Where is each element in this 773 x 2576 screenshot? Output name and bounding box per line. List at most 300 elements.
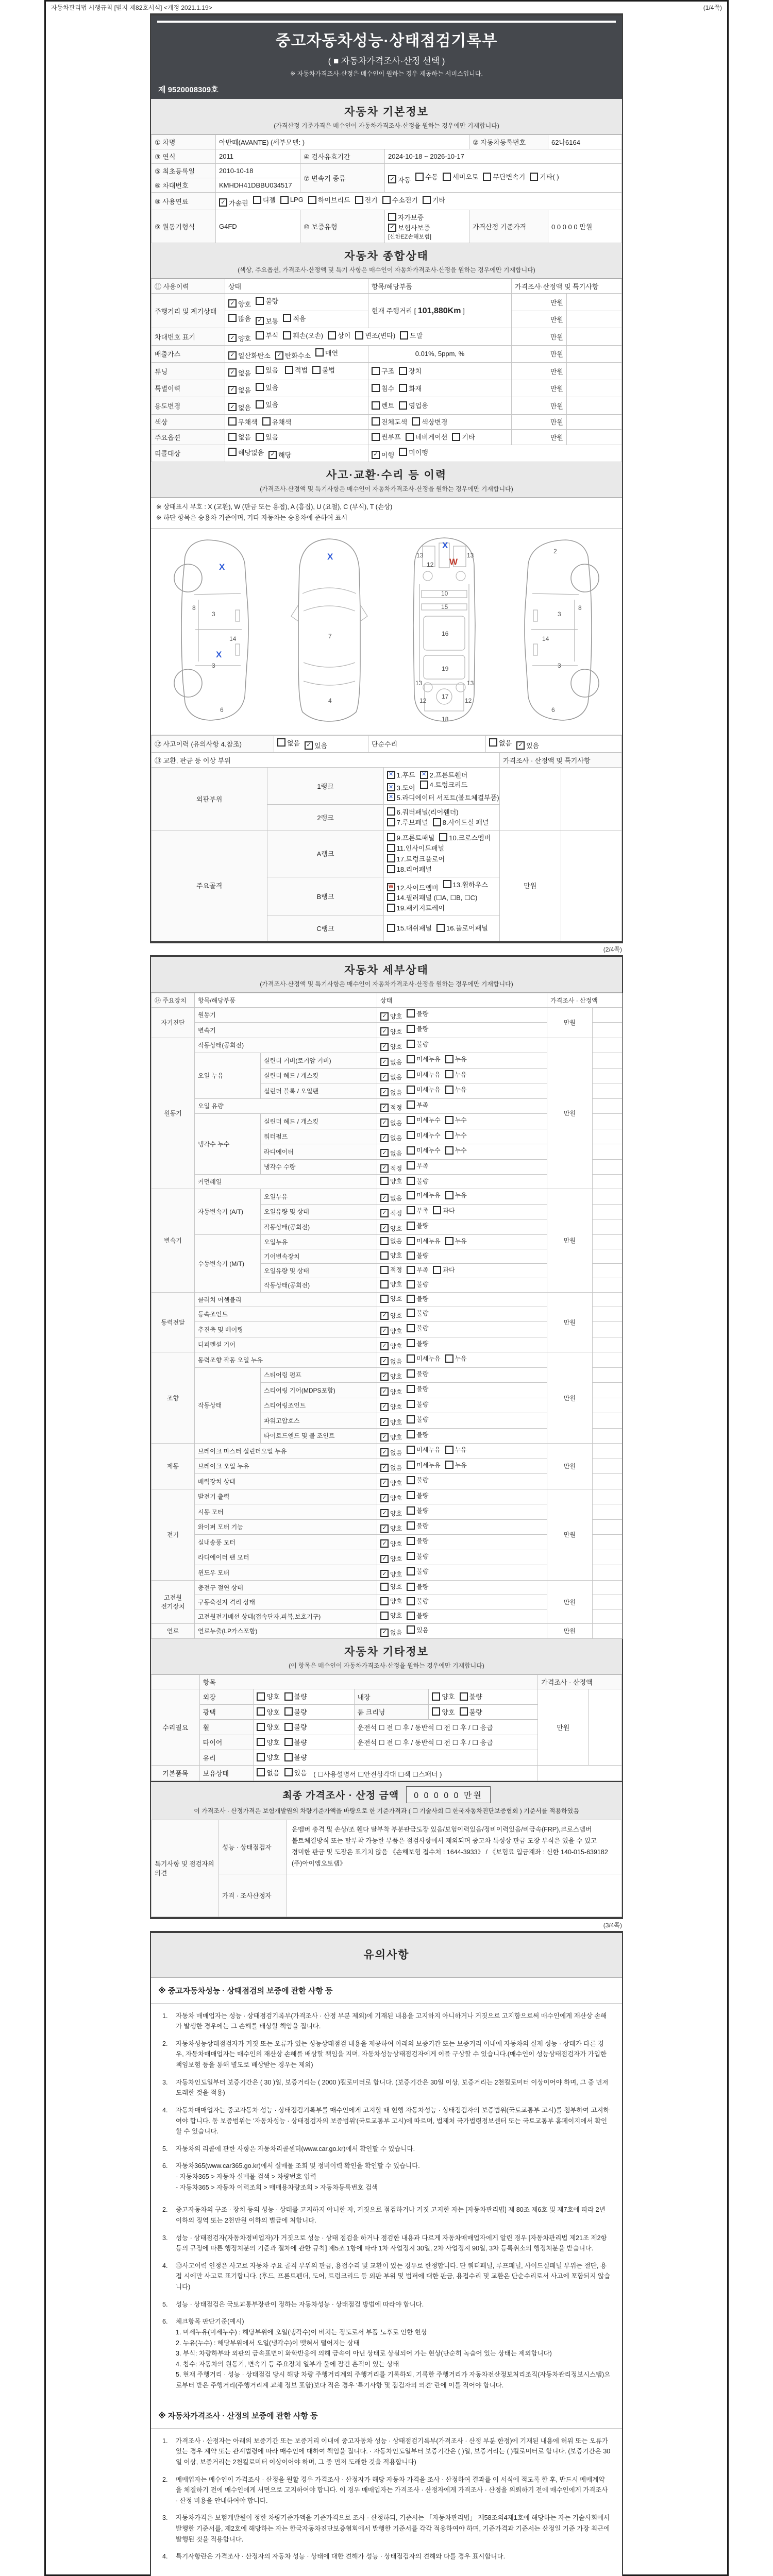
unchecked-checkbox-icon[interactable] [315, 348, 324, 357]
checkbox-option[interactable] [228, 350, 271, 360]
unchecked-checkbox-icon[interactable] [387, 904, 395, 912]
unchecked-checkbox-icon[interactable] [407, 1567, 415, 1575]
checkbox-option[interactable] [387, 833, 435, 842]
checked-checkbox-icon[interactable]: ✓ [380, 1539, 389, 1548]
unchecked-checkbox-icon[interactable] [407, 1324, 415, 1332]
checkbox-option[interactable] [380, 1524, 402, 1533]
unchecked-checkbox-icon[interactable] [355, 196, 363, 204]
unchecked-checkbox-icon[interactable] [380, 1237, 389, 1245]
checkbox-option[interactable] [284, 1752, 307, 1762]
checkbox-option[interactable] [380, 1611, 402, 1620]
checkbox-option[interactable] [315, 348, 338, 358]
checkbox-option[interactable] [406, 432, 448, 442]
checkbox-option[interactable] [380, 1027, 402, 1036]
unchecked-checkbox-icon[interactable] [407, 1177, 415, 1185]
checkbox-option[interactable] [407, 1400, 428, 1409]
checkbox-option[interactable] [399, 366, 422, 376]
unchecked-checkbox-icon[interactable] [443, 173, 451, 181]
checkbox-option[interactable] [380, 1372, 402, 1381]
checkbox-option[interactable] [415, 172, 438, 181]
unchecked-checkbox-icon[interactable] [407, 1309, 415, 1317]
checkbox-option[interactable] [399, 400, 428, 410]
checked-checkbox-icon[interactable]: ✓ [228, 299, 237, 308]
unchecked-checkbox-icon[interactable] [433, 1266, 441, 1274]
checkbox-option[interactable] [407, 1552, 428, 1561]
unchecked-checkbox-icon[interactable] [407, 1339, 415, 1347]
unchecked-checkbox-icon[interactable] [530, 173, 538, 181]
unchecked-checkbox-icon[interactable] [407, 1206, 415, 1214]
unchecked-checkbox-icon[interactable] [312, 366, 321, 374]
checkbox-option[interactable] [284, 1768, 307, 1777]
checkbox-option[interactable] [380, 1582, 402, 1591]
checkbox-option[interactable] [407, 1354, 440, 1363]
unchecked-checkbox-icon[interactable] [407, 1415, 415, 1423]
checkbox-option[interactable] [372, 383, 394, 393]
unchecked-checkbox-icon[interactable] [407, 1625, 415, 1634]
checked-checkbox-icon[interactable]: ✓ [380, 1403, 389, 1411]
unchecked-checkbox-icon[interactable] [256, 400, 264, 409]
checkbox-option[interactable] [387, 807, 459, 817]
unchecked-checkbox-icon[interactable] [407, 1369, 415, 1378]
checkbox-option[interactable] [445, 1461, 467, 1469]
unchecked-checkbox-icon[interactable] [372, 417, 380, 426]
checkbox-option[interactable] [380, 1463, 402, 1472]
unchecked-checkbox-icon[interactable] [452, 433, 460, 441]
unchecked-checkbox-icon[interactable] [432, 1692, 440, 1701]
unchecked-checkbox-icon[interactable] [407, 1597, 415, 1605]
checkbox-option[interactable] [380, 1597, 402, 1605]
checked-checkbox-icon[interactable]: ✓ [256, 317, 264, 325]
checkbox-option[interactable] [387, 817, 428, 827]
unchecked-checkbox-icon[interactable] [387, 844, 395, 852]
checked-checkbox-icon[interactable]: ✓ [380, 1073, 389, 1081]
checkbox-option[interactable] [433, 1265, 455, 1274]
checkbox-option[interactable] [380, 1103, 402, 1112]
checkbox-option[interactable] [380, 1265, 402, 1274]
checkbox-option[interactable] [380, 1402, 402, 1411]
checked-checkbox-icon[interactable]: ✓ [228, 351, 237, 360]
unchecked-checkbox-icon[interactable] [400, 331, 408, 340]
unchecked-checkbox-icon[interactable] [407, 1146, 415, 1155]
unchecked-checkbox-icon[interactable] [380, 1612, 389, 1620]
checkbox-option[interactable] [443, 879, 488, 889]
checkbox-option[interactable] [407, 1625, 428, 1634]
unchecked-checkbox-icon[interactable] [489, 738, 497, 747]
unchecked-checkbox-icon[interactable] [407, 1446, 415, 1454]
unchecked-checkbox-icon[interactable] [445, 1070, 453, 1078]
checkbox-option[interactable] [407, 1294, 428, 1303]
checkbox-option[interactable] [407, 1009, 428, 1018]
unchecked-checkbox-icon[interactable] [256, 366, 264, 374]
unchecked-checkbox-icon[interactable] [380, 1583, 389, 1591]
checkbox-option[interactable] [257, 1752, 279, 1762]
unchecked-checkbox-icon[interactable] [407, 1266, 415, 1274]
checkbox-option[interactable] [407, 1536, 428, 1545]
checked-checkbox-icon[interactable]: ✓ [380, 1629, 389, 1637]
checkbox-option[interactable] [380, 1012, 402, 1021]
checkbox-option[interactable] [452, 432, 475, 442]
unchecked-checkbox-icon[interactable] [256, 297, 264, 305]
unchecked-checkbox-icon[interactable] [407, 1040, 415, 1048]
checkbox-option[interactable] [445, 1055, 467, 1063]
checked-checkbox-icon[interactable]: ✓ [380, 1149, 389, 1157]
checked-checkbox-icon[interactable]: ✓ [380, 1418, 389, 1426]
unchecked-checkbox-icon[interactable] [380, 1597, 389, 1605]
checked-checkbox-icon[interactable]: ✓ [380, 1224, 389, 1232]
unchecked-checkbox-icon[interactable] [460, 1692, 468, 1701]
checkbox-option[interactable] [387, 903, 445, 912]
checkbox-option[interactable] [407, 1024, 428, 1033]
unchecked-checkbox-icon[interactable] [445, 1461, 453, 1469]
unchecked-checkbox-icon[interactable] [228, 314, 237, 322]
checked-checkbox-icon[interactable]: ✓ [228, 334, 237, 342]
checked-checkbox-icon[interactable]: ✓ [380, 1494, 389, 1502]
checkbox-option[interactable] [400, 330, 423, 340]
unchecked-checkbox-icon[interactable] [380, 1251, 389, 1260]
checkbox-option[interactable] [460, 1691, 482, 1701]
checkbox-option[interactable] [387, 843, 444, 853]
unchecked-checkbox-icon[interactable] [407, 1552, 415, 1560]
unchecked-checkbox-icon[interactable] [328, 331, 336, 340]
checkbox-option[interactable] [284, 1707, 307, 1717]
checkbox-option[interactable] [380, 1236, 402, 1245]
checkbox-option[interactable] [407, 1430, 428, 1439]
unchecked-checkbox-icon[interactable] [407, 1430, 415, 1438]
checkbox-option[interactable] [407, 1040, 428, 1048]
checkbox-option[interactable] [284, 1737, 307, 1747]
checkbox-option[interactable] [407, 1236, 440, 1245]
unchecked-checkbox-icon[interactable] [387, 818, 395, 826]
unchecked-checkbox-icon[interactable] [382, 196, 391, 204]
unchecked-checkbox-icon[interactable] [257, 1723, 265, 1731]
checkbox-option[interactable] [387, 770, 415, 779]
checkbox-option[interactable] [388, 223, 430, 232]
checkbox-option[interactable] [407, 1369, 428, 1378]
checkbox-option[interactable] [407, 1070, 440, 1079]
checkbox-option[interactable] [407, 1339, 428, 1348]
checkbox-option[interactable] [420, 770, 468, 779]
unchecked-checkbox-icon[interactable] [407, 1131, 415, 1139]
checkbox-option[interactable] [256, 316, 278, 326]
checked-checkbox-icon[interactable]: ✓ [380, 1104, 389, 1112]
marked-checkbox-icon[interactable]: ✕ [387, 793, 395, 801]
checkbox-option[interactable] [256, 365, 278, 375]
unchecked-checkbox-icon[interactable] [407, 1521, 415, 1530]
checked-checkbox-icon[interactable]: ✓ [380, 1524, 389, 1533]
marked-checkbox-icon[interactable]: ✕ [420, 771, 428, 779]
unchecked-checkbox-icon[interactable] [445, 1086, 453, 1094]
checkbox-option[interactable] [380, 1570, 402, 1579]
checkbox-option[interactable] [436, 923, 488, 933]
checkbox-option[interactable] [380, 1224, 402, 1233]
checkbox-option[interactable] [387, 892, 478, 902]
checked-checkbox-icon[interactable]: ✓ [228, 403, 237, 411]
unchecked-checkbox-icon[interactable] [387, 854, 395, 862]
unchecked-checkbox-icon[interactable] [277, 738, 285, 747]
checkbox-option[interactable] [280, 196, 304, 204]
unchecked-checkbox-icon[interactable] [412, 417, 420, 426]
checkbox-option[interactable] [380, 1058, 402, 1066]
checkbox-option[interactable] [380, 1177, 402, 1185]
checkbox-option[interactable] [445, 1146, 467, 1155]
checked-checkbox-icon[interactable]: ✓ [228, 386, 237, 394]
checkbox-option[interactable] [380, 1448, 402, 1457]
checkbox-option[interactable] [228, 299, 251, 309]
checkbox-option[interactable] [228, 385, 251, 395]
checkbox-option[interactable] [445, 1070, 467, 1079]
checkbox-option[interactable] [355, 330, 395, 340]
unchecked-checkbox-icon[interactable] [407, 1009, 415, 1018]
unchecked-checkbox-icon[interactable] [436, 924, 445, 932]
unchecked-checkbox-icon[interactable] [256, 383, 264, 391]
checkbox-option[interactable] [433, 1206, 455, 1215]
checkbox-option[interactable] [380, 1042, 402, 1051]
checked-checkbox-icon[interactable]: ✓ [380, 1342, 389, 1350]
unchecked-checkbox-icon[interactable] [372, 401, 380, 410]
checkbox-option[interactable] [372, 417, 407, 427]
checkbox-option[interactable] [380, 1251, 402, 1260]
checkbox-option[interactable] [284, 1691, 307, 1701]
checkbox-option[interactable] [407, 1100, 428, 1109]
unchecked-checkbox-icon[interactable] [257, 1738, 265, 1746]
checkbox-option[interactable] [433, 817, 489, 827]
checkbox-option[interactable] [380, 1118, 402, 1127]
checkbox-option[interactable] [380, 1294, 402, 1303]
unchecked-checkbox-icon[interactable] [228, 448, 237, 456]
checkbox-option[interactable] [407, 1445, 440, 1454]
unchecked-checkbox-icon[interactable] [407, 1116, 415, 1124]
checked-checkbox-icon[interactable]: ✓ [380, 1555, 389, 1563]
unchecked-checkbox-icon[interactable] [372, 433, 380, 441]
unchecked-checkbox-icon[interactable] [407, 1612, 415, 1620]
unchecked-checkbox-icon[interactable] [443, 880, 451, 888]
checked-checkbox-icon[interactable]: ✓ [380, 1027, 389, 1036]
checkbox-option[interactable] [380, 1554, 402, 1563]
unchecked-checkbox-icon[interactable] [372, 367, 380, 375]
checkbox-option[interactable] [407, 1191, 440, 1199]
unchecked-checkbox-icon[interactable] [407, 1161, 415, 1170]
unchecked-checkbox-icon[interactable] [432, 1707, 440, 1716]
checkbox-option[interactable] [253, 195, 276, 205]
unchecked-checkbox-icon[interactable] [228, 417, 237, 426]
unchecked-checkbox-icon[interactable] [399, 384, 407, 392]
checked-checkbox-icon[interactable]: ✓ [388, 224, 396, 232]
unchecked-checkbox-icon[interactable] [445, 1055, 453, 1063]
checkbox-option[interactable] [407, 1324, 428, 1332]
unchecked-checkbox-icon[interactable] [407, 1055, 415, 1063]
checkbox-option[interactable] [380, 1357, 402, 1366]
checkbox-option[interactable] [407, 1567, 428, 1575]
unchecked-checkbox-icon[interactable] [445, 1116, 453, 1124]
unchecked-checkbox-icon[interactable] [284, 1768, 293, 1776]
checkbox-option[interactable] [257, 1722, 279, 1732]
unchecked-checkbox-icon[interactable] [407, 1583, 415, 1591]
checkbox-option[interactable] [380, 1387, 402, 1396]
unchecked-checkbox-icon[interactable] [284, 1692, 293, 1701]
unchecked-checkbox-icon[interactable] [284, 1753, 293, 1761]
checkbox-option[interactable] [380, 1327, 402, 1335]
checkbox-option[interactable] [380, 1509, 402, 1518]
unchecked-checkbox-icon[interactable] [257, 1692, 265, 1701]
unchecked-checkbox-icon[interactable] [285, 366, 293, 374]
checkbox-option[interactable] [372, 450, 394, 460]
checkbox-option[interactable] [407, 1055, 440, 1063]
checkbox-option[interactable] [407, 1309, 428, 1317]
checked-checkbox-icon[interactable]: ✓ [380, 1209, 389, 1217]
unchecked-checkbox-icon[interactable] [407, 1385, 415, 1393]
checkbox-option[interactable] [256, 296, 278, 306]
checkbox-option[interactable] [530, 172, 559, 181]
checkbox-option[interactable] [407, 1177, 428, 1185]
checkbox-option[interactable] [432, 1707, 455, 1717]
checkbox-option[interactable] [372, 400, 394, 410]
checkbox-option[interactable] [380, 1479, 402, 1487]
unchecked-checkbox-icon[interactable] [228, 433, 237, 441]
checkbox-option[interactable] [489, 738, 512, 748]
checked-checkbox-icon[interactable]: ✓ [516, 741, 525, 750]
checkbox-option[interactable] [399, 383, 422, 393]
unchecked-checkbox-icon[interactable] [483, 173, 491, 181]
checked-checkbox-icon[interactable]: ✓ [380, 1433, 389, 1442]
checkbox-option[interactable] [445, 1115, 467, 1124]
checkbox-option[interactable] [407, 1582, 428, 1591]
checkbox-option[interactable] [407, 1221, 428, 1230]
unchecked-checkbox-icon[interactable] [407, 1295, 415, 1303]
unchecked-checkbox-icon[interactable] [407, 1237, 415, 1245]
checked-checkbox-icon[interactable]: ✓ [380, 1164, 389, 1173]
checkbox-option[interactable] [380, 1088, 402, 1097]
checkbox-option[interactable] [283, 313, 306, 323]
unchecked-checkbox-icon[interactable] [445, 1131, 453, 1139]
checkbox-option[interactable] [387, 792, 499, 802]
checkbox-option[interactable] [407, 1476, 428, 1484]
unchecked-checkbox-icon[interactable] [407, 1491, 415, 1499]
unchecked-checkbox-icon[interactable] [433, 818, 441, 826]
checked-checkbox-icon[interactable]: ✓ [219, 198, 227, 207]
checkbox-option[interactable] [445, 1354, 467, 1363]
checkbox-option[interactable] [380, 1418, 402, 1427]
checked-checkbox-icon[interactable]: ✓ [380, 1570, 389, 1578]
unchecked-checkbox-icon[interactable] [407, 1025, 415, 1033]
checkbox-option[interactable] [407, 1115, 440, 1124]
checkbox-option[interactable] [445, 1085, 467, 1094]
checkbox-option[interactable] [420, 779, 468, 789]
checkbox-option[interactable] [445, 1131, 467, 1140]
unchecked-checkbox-icon[interactable] [445, 1354, 453, 1363]
checked-checkbox-icon[interactable]: ✓ [228, 368, 237, 377]
checkbox-option[interactable] [407, 1206, 428, 1215]
checkbox-option[interactable] [443, 172, 478, 181]
unchecked-checkbox-icon[interactable] [407, 1100, 415, 1109]
checked-checkbox-icon[interactable]: ✓ [380, 1194, 389, 1202]
checkbox-option[interactable] [312, 365, 335, 375]
checkbox-option[interactable] [407, 1161, 428, 1170]
checked-checkbox-icon[interactable]: ✓ [380, 1012, 389, 1021]
unchecked-checkbox-icon[interactable] [387, 924, 395, 932]
checkbox-option[interactable] [380, 1164, 402, 1173]
checkbox-option[interactable] [328, 330, 350, 340]
checkbox-option[interactable] [257, 1768, 279, 1777]
checkbox-option[interactable] [399, 447, 428, 457]
checked-checkbox-icon[interactable]: ✓ [380, 1058, 389, 1066]
checkbox-option[interactable] [228, 313, 251, 323]
unchecked-checkbox-icon[interactable] [284, 1738, 293, 1746]
checkbox-option[interactable] [423, 195, 445, 205]
checked-checkbox-icon[interactable]: ✓ [380, 1479, 389, 1487]
unchecked-checkbox-icon[interactable] [380, 1295, 389, 1303]
unchecked-checkbox-icon[interactable] [256, 331, 264, 340]
unchecked-checkbox-icon[interactable] [407, 1086, 415, 1094]
unchecked-checkbox-icon[interactable] [407, 1070, 415, 1078]
checkbox-option[interactable] [387, 864, 432, 874]
checkbox-option[interactable] [380, 1209, 402, 1217]
checkbox-option[interactable] [407, 1611, 428, 1620]
checkbox-option[interactable] [262, 417, 292, 427]
checkbox-option[interactable] [407, 1415, 428, 1423]
unchecked-checkbox-icon[interactable] [407, 1191, 415, 1199]
unchecked-checkbox-icon[interactable] [355, 331, 363, 340]
checkbox-option[interactable] [387, 883, 439, 892]
unchecked-checkbox-icon[interactable] [283, 331, 291, 340]
unchecked-checkbox-icon[interactable] [283, 314, 291, 322]
checkbox-option[interactable] [407, 1506, 428, 1515]
checkbox-option[interactable] [380, 1133, 402, 1142]
unchecked-checkbox-icon[interactable] [372, 384, 380, 392]
checkbox-option[interactable] [407, 1384, 428, 1393]
unchecked-checkbox-icon[interactable] [257, 1768, 265, 1776]
checkbox-option[interactable] [407, 1146, 440, 1155]
checkbox-option[interactable] [432, 1691, 455, 1701]
unchecked-checkbox-icon[interactable] [420, 781, 428, 789]
unchecked-checkbox-icon[interactable] [284, 1707, 293, 1716]
unchecked-checkbox-icon[interactable] [399, 448, 407, 456]
checkbox-option[interactable] [516, 740, 539, 750]
unchecked-checkbox-icon[interactable] [380, 1266, 389, 1274]
checkbox-option[interactable] [228, 368, 251, 378]
checked-checkbox-icon[interactable]: ✓ [380, 1357, 389, 1365]
marked-checkbox-icon[interactable]: W [387, 883, 395, 891]
checkbox-option[interactable] [460, 1707, 482, 1717]
unchecked-checkbox-icon[interactable] [407, 1222, 415, 1230]
checked-checkbox-icon[interactable]: ✓ [380, 1372, 389, 1381]
checkbox-option[interactable] [372, 432, 401, 442]
checkbox-option[interactable] [382, 195, 418, 205]
checkbox-option[interactable] [380, 1539, 402, 1548]
unchecked-checkbox-icon[interactable] [407, 1280, 415, 1289]
unchecked-checkbox-icon[interactable] [387, 893, 395, 901]
checked-checkbox-icon[interactable]: ✓ [380, 1448, 389, 1456]
checkbox-option[interactable] [445, 1445, 467, 1454]
checkbox-option[interactable] [228, 432, 251, 442]
unchecked-checkbox-icon[interactable] [407, 1537, 415, 1545]
checkbox-option[interactable] [257, 1707, 279, 1717]
checkbox-option[interactable] [407, 1085, 440, 1094]
checkbox-option[interactable] [407, 1280, 428, 1289]
checkbox-option[interactable] [445, 1191, 467, 1199]
checkbox-option[interactable] [407, 1491, 428, 1500]
unchecked-checkbox-icon[interactable] [407, 1476, 415, 1484]
checked-checkbox-icon[interactable]: ✓ [380, 1118, 389, 1127]
unchecked-checkbox-icon[interactable] [387, 865, 395, 873]
unchecked-checkbox-icon[interactable] [460, 1707, 468, 1716]
unchecked-checkbox-icon[interactable] [445, 1191, 453, 1199]
checkbox-option[interactable] [268, 450, 291, 460]
checkbox-option[interactable] [380, 1433, 402, 1442]
unchecked-checkbox-icon[interactable] [415, 173, 424, 181]
unchecked-checkbox-icon[interactable] [253, 196, 261, 204]
checkbox-option[interactable] [407, 1265, 428, 1274]
checkbox-option[interactable] [388, 175, 411, 184]
